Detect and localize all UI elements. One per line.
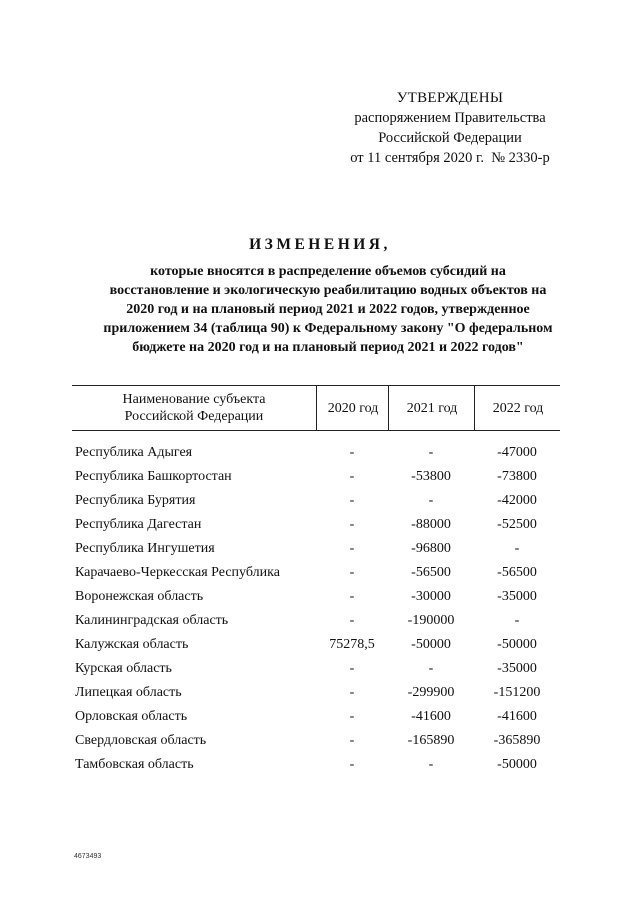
cell-2020: - <box>349 517 355 532</box>
approval-heading: УТВЕРЖДЕНЫ <box>396 90 504 106</box>
cell-2021: -50000 <box>411 637 451 652</box>
cell-2021: -88000 <box>411 517 451 532</box>
cell-region-name: Тамбовская область <box>75 757 194 772</box>
cell-2021: - <box>428 661 434 676</box>
cell-region-name: Воронежская область <box>75 589 204 604</box>
cell-2020: - <box>349 493 355 508</box>
cell-2020: - <box>349 469 355 484</box>
table-row <box>72 537 560 561</box>
cell-2021: -56500 <box>411 565 451 580</box>
cell-2022: -365890 <box>493 733 541 748</box>
cell-2020: - <box>349 709 355 724</box>
cell-2021: -41600 <box>411 709 451 724</box>
table-header <box>72 385 560 431</box>
cell-2022: -73800 <box>497 469 537 484</box>
cell-2020: - <box>349 685 355 700</box>
subtitle-line: приложением 34 (таблица 90) к Федеральному закону "О федеральном <box>103 321 553 336</box>
header-name-line-1: Наименование субъекта <box>122 392 266 407</box>
table-row <box>72 681 560 705</box>
subtitle-line: которые вносятся в распределение объемов субсидий на <box>150 264 506 279</box>
cell-region-name: Республика Ингушетия <box>75 541 215 556</box>
cell-region-name: Курская область <box>75 661 172 676</box>
cell-region-name: Республика Адыгея <box>75 445 193 460</box>
cell-region-name: Карачаево-Черкесская Республика <box>75 565 280 580</box>
cell-region-name: Республика Дагестан <box>75 517 202 532</box>
approval-date-line: от 11 сентября 2020 г. № 2330-р <box>350 150 550 166</box>
cell-2022: -50000 <box>497 637 537 652</box>
cell-2022: -42000 <box>497 493 537 508</box>
cell-2020: - <box>349 661 355 676</box>
cell-2022: -52500 <box>497 517 537 532</box>
cell-2020: - <box>349 613 355 628</box>
cell-2021: - <box>428 493 434 508</box>
document-subtitle <box>58 262 598 357</box>
document-title: ИЗМЕНЕНИЯ, <box>249 236 391 253</box>
cell-2021: -30000 <box>411 589 451 604</box>
cell-region-name: Липецкая область <box>75 685 182 700</box>
cell-2020: 75278,5 <box>329 637 375 652</box>
document-number: 4673493 <box>74 853 102 860</box>
subtitle-line: 2020 год и на плановый период 2021 и 2022 годов, утвержденное <box>126 302 530 317</box>
approval-line-2: Российской Федерации <box>378 130 522 146</box>
cell-region-name: Республика Бурятия <box>75 493 196 508</box>
cell-2022: - <box>514 541 520 556</box>
cell-2021: -190000 <box>407 613 455 628</box>
cell-2021: -165890 <box>407 733 455 748</box>
table-row <box>72 561 560 585</box>
header-year-2021: 2021 год <box>388 386 475 430</box>
table-row <box>72 585 560 609</box>
cell-2021: - <box>428 445 434 460</box>
header-region-name <box>72 386 316 430</box>
table-row <box>72 753 560 777</box>
cell-region-name: Республика Башкортостан <box>75 469 232 484</box>
subtitle-line: восстановление и экологическую реабилитацию водных объектов на <box>109 283 547 298</box>
header-year-2022: 2022 год <box>474 386 561 430</box>
table-row <box>72 657 560 681</box>
cell-2022: -35000 <box>497 661 537 676</box>
cell-2020: - <box>349 733 355 748</box>
cell-2022: -47000 <box>497 445 537 460</box>
approval-line-1: распоряжением Правительства <box>354 110 546 126</box>
cell-2021: -299900 <box>407 685 455 700</box>
cell-2022: -50000 <box>497 757 537 772</box>
cell-2020: - <box>349 757 355 772</box>
table-row <box>72 609 560 633</box>
cell-2021: - <box>428 757 434 772</box>
table-row <box>72 513 560 537</box>
header-name-line-2: Российской Федерации <box>124 409 264 424</box>
table-row <box>72 441 560 465</box>
cell-2021: -53800 <box>411 469 451 484</box>
cell-region-name: Калининградская область <box>75 613 229 628</box>
table-row <box>72 465 560 489</box>
cell-2020: - <box>349 541 355 556</box>
cell-2022: -56500 <box>497 565 537 580</box>
table-row <box>72 705 560 729</box>
cell-2022: - <box>514 613 520 628</box>
table-row <box>72 729 560 753</box>
header-year-2020: 2020 год <box>316 386 389 430</box>
cell-2020: - <box>349 565 355 580</box>
cell-2020: - <box>349 589 355 604</box>
approval-block <box>330 88 570 168</box>
cell-region-name: Калужская область <box>75 637 189 652</box>
cell-region-name: Орловская область <box>75 709 188 724</box>
subsidy-table <box>72 385 560 772</box>
cell-2021: -96800 <box>411 541 451 556</box>
table-body <box>72 441 560 777</box>
cell-2022: -41600 <box>497 709 537 724</box>
cell-region-name: Свердловская область <box>75 733 207 748</box>
table-row <box>72 489 560 513</box>
cell-2022: -151200 <box>493 685 541 700</box>
subtitle-line: бюджете на 2020 год и на плановый период 2021 и 2022 годов" <box>132 340 524 355</box>
cell-2022: -35000 <box>497 589 537 604</box>
table-row <box>72 633 560 657</box>
cell-2020: - <box>349 445 355 460</box>
